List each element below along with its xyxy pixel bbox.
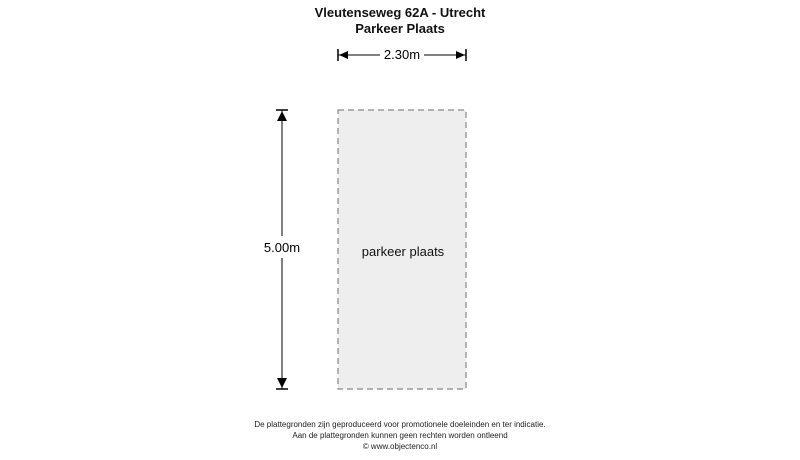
height-label: 5.00m	[263, 240, 301, 255]
copyright-line: © www.objectenco.nl	[362, 442, 438, 451]
disclaimer-line-2: Aan de plattegronden kunnen geen rechten worden ontleend	[292, 431, 508, 440]
width-dimension	[338, 47, 466, 62]
width-label: 2.30m	[383, 47, 421, 62]
address-title: Vleutenseweg 62A - Utrecht	[314, 5, 486, 20]
arrow-down-icon	[277, 378, 287, 388]
height-dimension	[264, 110, 300, 389]
arrow-up-icon	[277, 111, 287, 121]
disclaimer-line-1: De plattegronden zijn geproduceerd voor promotionele doeleinden en ter indicatie.	[254, 420, 546, 429]
arrow-left-icon	[339, 51, 348, 59]
plan-subtitle: Parkeer Plaats	[355, 21, 445, 36]
arrow-right-icon	[456, 51, 465, 59]
parking-space-label: parkeer plaats	[361, 244, 445, 259]
